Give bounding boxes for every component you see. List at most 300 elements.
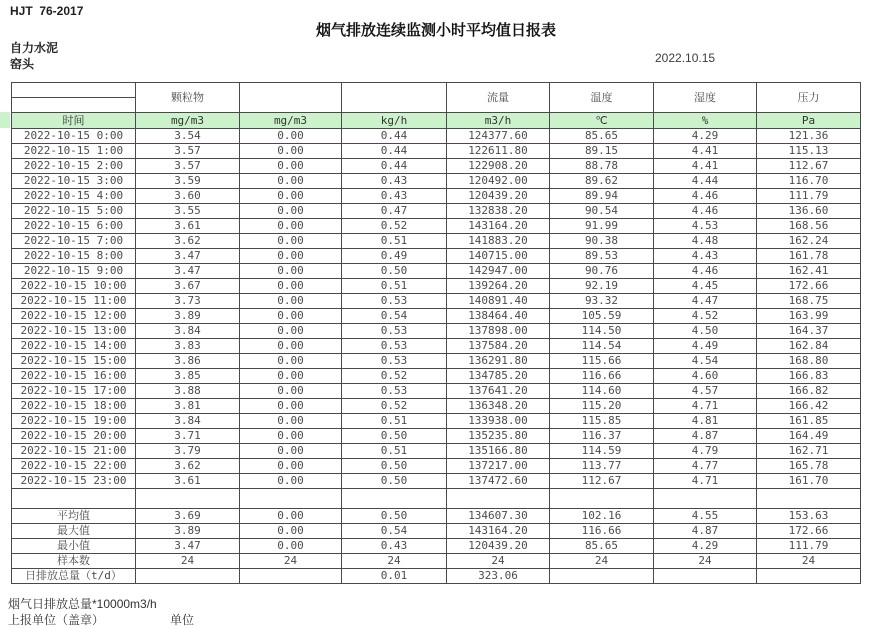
value-cell: 4.79 bbox=[654, 444, 757, 459]
summary-value-cell: 143164.20 bbox=[447, 524, 550, 539]
value-cell: 0.47 bbox=[342, 204, 447, 219]
value-cell: 137217.00 bbox=[447, 459, 550, 474]
value-cell: 105.59 bbox=[550, 309, 654, 324]
value-cell: 122611.80 bbox=[447, 144, 550, 159]
value-cell: 3.88 bbox=[136, 384, 240, 399]
value-cell: 141883.20 bbox=[447, 234, 550, 249]
unit-label: 单位 bbox=[170, 613, 195, 627]
page-title: 烟气排放连续监测小时平均值日报表 bbox=[315, 22, 556, 39]
value-cell: 89.62 bbox=[550, 174, 654, 189]
value-cell: 90.54 bbox=[550, 204, 654, 219]
station-name: 窑头 bbox=[10, 57, 35, 71]
time-cell: 2022-10-15 15:00 bbox=[12, 354, 136, 369]
value-cell: 0.53 bbox=[342, 324, 447, 339]
table-row bbox=[12, 159, 861, 174]
value-cell: 168.80 bbox=[757, 354, 861, 369]
table-row bbox=[12, 249, 861, 264]
value-cell: 89.15 bbox=[550, 144, 654, 159]
unit-mg-m3: mg/m3 bbox=[136, 113, 240, 129]
value-cell: 114.54 bbox=[550, 339, 654, 354]
value-cell: 137584.20 bbox=[447, 339, 550, 354]
value-cell: 4.77 bbox=[654, 459, 757, 474]
summary-row bbox=[12, 539, 861, 554]
value-cell: 0.00 bbox=[240, 189, 342, 204]
empty-cell bbox=[12, 489, 136, 509]
value-cell: 0.00 bbox=[240, 129, 342, 144]
value-cell: 136348.20 bbox=[447, 399, 550, 414]
value-cell: 0.50 bbox=[342, 474, 447, 489]
value-cell: 3.57 bbox=[136, 159, 240, 174]
table-row bbox=[12, 279, 861, 294]
value-cell: 3.83 bbox=[136, 339, 240, 354]
value-cell: 162.41 bbox=[757, 264, 861, 279]
empty-cell bbox=[757, 489, 861, 509]
summary-value-cell: 3.47 bbox=[136, 539, 240, 554]
empty-cell bbox=[447, 489, 550, 509]
value-cell: 3.57 bbox=[136, 144, 240, 159]
value-cell: 0.00 bbox=[240, 219, 342, 234]
summary-value-cell: 0.43 bbox=[342, 539, 447, 554]
value-cell: 3.86 bbox=[136, 354, 240, 369]
value-cell: 3.60 bbox=[136, 189, 240, 204]
value-cell: 111.79 bbox=[757, 189, 861, 204]
summary-row bbox=[12, 509, 861, 524]
value-cell: 164.49 bbox=[757, 429, 861, 444]
value-cell: 4.81 bbox=[654, 414, 757, 429]
value-cell: 90.76 bbox=[550, 264, 654, 279]
summary-value-cell: 323.06 bbox=[447, 569, 550, 584]
table-row bbox=[12, 369, 861, 384]
summary-row bbox=[12, 554, 861, 569]
empty-header-cell bbox=[342, 83, 447, 113]
value-cell: 116.37 bbox=[550, 429, 654, 444]
value-cell: 166.82 bbox=[757, 384, 861, 399]
unit-pa: Pa bbox=[757, 113, 861, 129]
empty-header-cell bbox=[240, 83, 342, 113]
value-cell: 137898.00 bbox=[447, 324, 550, 339]
summary-value-cell: 3.89 bbox=[136, 524, 240, 539]
group-header-row bbox=[12, 83, 861, 98]
value-cell: 3.62 bbox=[136, 459, 240, 474]
summary-label: 平均值 bbox=[12, 509, 136, 524]
value-cell: 0.50 bbox=[342, 264, 447, 279]
value-cell: 4.44 bbox=[654, 174, 757, 189]
value-cell: 0.00 bbox=[240, 144, 342, 159]
value-cell: 139264.20 bbox=[447, 279, 550, 294]
group-header-temperature: 温度 bbox=[550, 83, 654, 113]
time-cell: 2022-10-15 6:00 bbox=[12, 219, 136, 234]
reporting-unit-label: 上报单位（盖章） bbox=[8, 613, 105, 627]
value-cell: 4.48 bbox=[654, 234, 757, 249]
summary-value-cell bbox=[757, 569, 861, 584]
summary-value-cell: 0.00 bbox=[240, 509, 342, 524]
value-cell: 4.43 bbox=[654, 249, 757, 264]
value-cell: 164.37 bbox=[757, 324, 861, 339]
table-header bbox=[12, 83, 861, 129]
value-cell: 0.00 bbox=[240, 414, 342, 429]
value-cell: 0.00 bbox=[240, 279, 342, 294]
value-cell: 114.60 bbox=[550, 384, 654, 399]
unit-header-row bbox=[12, 113, 861, 129]
value-cell: 114.59 bbox=[550, 444, 654, 459]
summary-value-cell: 172.66 bbox=[757, 524, 861, 539]
value-cell: 140891.40 bbox=[447, 294, 550, 309]
spacer-row bbox=[12, 489, 861, 509]
summary-value-cell: 4.55 bbox=[654, 509, 757, 524]
summary-value-cell: 24 bbox=[240, 554, 342, 569]
value-cell: 0.53 bbox=[342, 354, 447, 369]
group-header-humidity: 湿度 bbox=[654, 83, 757, 113]
value-cell: 116.70 bbox=[757, 174, 861, 189]
table-row bbox=[12, 339, 861, 354]
value-cell: 3.89 bbox=[136, 309, 240, 324]
empty-cell bbox=[654, 489, 757, 509]
unit-celsius: ℃ bbox=[550, 113, 654, 129]
report-table bbox=[11, 82, 861, 584]
time-cell: 2022-10-15 23:00 bbox=[12, 474, 136, 489]
value-cell: 4.41 bbox=[654, 144, 757, 159]
value-cell: 140715.00 bbox=[447, 249, 550, 264]
value-cell: 136291.80 bbox=[447, 354, 550, 369]
value-cell: 134785.20 bbox=[447, 369, 550, 384]
value-cell: 115.13 bbox=[757, 144, 861, 159]
value-cell: 162.84 bbox=[757, 339, 861, 354]
summary-value-cell: 0.00 bbox=[240, 539, 342, 554]
value-cell: 3.84 bbox=[136, 414, 240, 429]
value-cell: 3.85 bbox=[136, 369, 240, 384]
data-rows-body bbox=[12, 129, 861, 489]
summary-value-cell: 120439.20 bbox=[447, 539, 550, 554]
value-cell: 114.50 bbox=[550, 324, 654, 339]
value-cell: 3.54 bbox=[136, 129, 240, 144]
value-cell: 93.32 bbox=[550, 294, 654, 309]
value-cell: 166.83 bbox=[757, 369, 861, 384]
value-cell: 4.46 bbox=[654, 264, 757, 279]
time-cell: 2022-10-15 3:00 bbox=[12, 174, 136, 189]
value-cell: 0.00 bbox=[240, 474, 342, 489]
unit-m3-h: m3/h bbox=[447, 113, 550, 129]
value-cell: 89.53 bbox=[550, 249, 654, 264]
group-header-particulate: 颗粒物 bbox=[136, 83, 240, 113]
summary-value-cell: 24 bbox=[550, 554, 654, 569]
value-cell: 116.66 bbox=[550, 369, 654, 384]
empty-cell bbox=[240, 489, 342, 509]
value-cell: 3.81 bbox=[136, 399, 240, 414]
value-cell: 115.20 bbox=[550, 399, 654, 414]
value-cell: 4.47 bbox=[654, 294, 757, 309]
value-cell: 0.44 bbox=[342, 159, 447, 174]
table-row bbox=[12, 204, 861, 219]
value-cell: 0.00 bbox=[240, 429, 342, 444]
value-cell: 0.00 bbox=[240, 399, 342, 414]
value-cell: 132838.20 bbox=[447, 204, 550, 219]
value-cell: 163.99 bbox=[757, 309, 861, 324]
value-cell: 115.66 bbox=[550, 354, 654, 369]
value-cell: 143164.20 bbox=[447, 219, 550, 234]
time-cell: 2022-10-15 2:00 bbox=[12, 159, 136, 174]
summary-value-cell bbox=[136, 569, 240, 584]
summary-value-cell: 0.50 bbox=[342, 509, 447, 524]
value-cell: 0.00 bbox=[240, 159, 342, 174]
unit-kg-h: kg/h bbox=[342, 113, 447, 129]
value-cell: 121.36 bbox=[757, 129, 861, 144]
value-cell: 0.00 bbox=[240, 369, 342, 384]
summary-value-cell: 4.29 bbox=[654, 539, 757, 554]
time-cell: 2022-10-15 20:00 bbox=[12, 429, 136, 444]
value-cell: 91.99 bbox=[550, 219, 654, 234]
value-cell: 112.67 bbox=[550, 474, 654, 489]
doc-code: HJT 76-2017 bbox=[10, 4, 84, 18]
value-cell: 112.67 bbox=[757, 159, 861, 174]
value-cell: 4.71 bbox=[654, 399, 757, 414]
company-name: 自力水泥 bbox=[10, 41, 59, 55]
value-cell: 0.00 bbox=[240, 324, 342, 339]
value-cell: 136.60 bbox=[757, 204, 861, 219]
value-cell: 4.29 bbox=[654, 129, 757, 144]
time-cell: 2022-10-15 11:00 bbox=[12, 294, 136, 309]
summary-value-cell: 102.16 bbox=[550, 509, 654, 524]
value-cell: 137472.60 bbox=[447, 474, 550, 489]
time-cell: 2022-10-15 7:00 bbox=[12, 234, 136, 249]
time-cell: 2022-10-15 0:00 bbox=[12, 129, 136, 144]
time-cell: 2022-10-15 1:00 bbox=[12, 144, 136, 159]
footnote-total-emission: 烟气日排放总量*10000m3/h bbox=[8, 597, 157, 611]
time-cell: 2022-10-15 21:00 bbox=[12, 444, 136, 459]
value-cell: 3.79 bbox=[136, 444, 240, 459]
value-cell: 0.00 bbox=[240, 354, 342, 369]
value-cell: 135166.80 bbox=[447, 444, 550, 459]
summary-value-cell: 0.54 bbox=[342, 524, 447, 539]
summary-label: 日排放总量（t/d） bbox=[12, 569, 136, 584]
summary-label: 最大值 bbox=[12, 524, 136, 539]
value-cell: 0.00 bbox=[240, 264, 342, 279]
value-cell: 162.24 bbox=[757, 234, 861, 249]
value-cell: 161.70 bbox=[757, 474, 861, 489]
value-cell: 135235.80 bbox=[447, 429, 550, 444]
value-cell: 4.41 bbox=[654, 159, 757, 174]
value-cell: 0.00 bbox=[240, 384, 342, 399]
table-row bbox=[12, 354, 861, 369]
table-row bbox=[12, 324, 861, 339]
table-row bbox=[12, 474, 861, 489]
value-cell: 0.00 bbox=[240, 309, 342, 324]
summary-value-cell bbox=[550, 569, 654, 584]
value-cell: 0.00 bbox=[240, 234, 342, 249]
summary-row bbox=[12, 524, 861, 539]
table-row bbox=[12, 219, 861, 234]
value-cell: 4.54 bbox=[654, 354, 757, 369]
value-cell: 3.61 bbox=[136, 219, 240, 234]
value-cell: 3.71 bbox=[136, 429, 240, 444]
summary-body bbox=[12, 509, 861, 584]
table-row bbox=[12, 384, 861, 399]
value-cell: 168.56 bbox=[757, 219, 861, 234]
value-cell: 162.71 bbox=[757, 444, 861, 459]
value-cell: 4.57 bbox=[654, 384, 757, 399]
value-cell: 161.85 bbox=[757, 414, 861, 429]
value-cell: 3.61 bbox=[136, 474, 240, 489]
empty-header-cell bbox=[12, 98, 136, 113]
value-cell: 0.43 bbox=[342, 174, 447, 189]
time-cell: 2022-10-15 19:00 bbox=[12, 414, 136, 429]
value-cell: 4.46 bbox=[654, 204, 757, 219]
value-cell: 90.38 bbox=[550, 234, 654, 249]
value-cell: 161.78 bbox=[757, 249, 861, 264]
value-cell: 3.47 bbox=[136, 264, 240, 279]
value-cell: 88.78 bbox=[550, 159, 654, 174]
spacer-body bbox=[12, 489, 861, 509]
value-cell: 0.00 bbox=[240, 459, 342, 474]
green-row-left-bleed bbox=[0, 112, 10, 128]
value-cell: 0.00 bbox=[240, 444, 342, 459]
summary-value-cell: 134607.30 bbox=[447, 509, 550, 524]
value-cell: 0.52 bbox=[342, 219, 447, 234]
value-cell: 3.47 bbox=[136, 249, 240, 264]
report-date: 2022.10.15 bbox=[655, 51, 716, 65]
column-header-time: 时间 bbox=[12, 113, 136, 129]
summary-value-cell: 24 bbox=[757, 554, 861, 569]
time-cell: 2022-10-15 10:00 bbox=[12, 279, 136, 294]
value-cell: 120492.00 bbox=[447, 174, 550, 189]
group-header-flow: 流量 bbox=[447, 83, 550, 113]
value-cell: 0.50 bbox=[342, 459, 447, 474]
summary-value-cell: 24 bbox=[447, 554, 550, 569]
value-cell: 4.60 bbox=[654, 369, 757, 384]
time-cell: 2022-10-15 4:00 bbox=[12, 189, 136, 204]
value-cell: 4.45 bbox=[654, 279, 757, 294]
value-cell: 0.53 bbox=[342, 294, 447, 309]
time-cell: 2022-10-15 18:00 bbox=[12, 399, 136, 414]
value-cell: 142947.00 bbox=[447, 264, 550, 279]
table-row bbox=[12, 144, 861, 159]
value-cell: 4.50 bbox=[654, 324, 757, 339]
empty-header-cell bbox=[12, 83, 136, 98]
value-cell: 0.51 bbox=[342, 279, 447, 294]
time-cell: 2022-10-15 9:00 bbox=[12, 264, 136, 279]
value-cell: 0.53 bbox=[342, 384, 447, 399]
value-cell: 0.54 bbox=[342, 309, 447, 324]
value-cell: 168.75 bbox=[757, 294, 861, 309]
value-cell: 0.43 bbox=[342, 189, 447, 204]
value-cell: 115.85 bbox=[550, 414, 654, 429]
value-cell: 85.65 bbox=[550, 129, 654, 144]
value-cell: 89.94 bbox=[550, 189, 654, 204]
value-cell: 4.52 bbox=[654, 309, 757, 324]
summary-value-cell: 0.00 bbox=[240, 524, 342, 539]
value-cell: 0.00 bbox=[240, 249, 342, 264]
value-cell: 120439.20 bbox=[447, 189, 550, 204]
table-row bbox=[12, 309, 861, 324]
summary-value-cell: 153.63 bbox=[757, 509, 861, 524]
table-row bbox=[12, 294, 861, 309]
value-cell: 4.71 bbox=[654, 474, 757, 489]
value-cell: 124377.60 bbox=[447, 129, 550, 144]
value-cell: 0.00 bbox=[240, 174, 342, 189]
value-cell: 166.42 bbox=[757, 399, 861, 414]
value-cell: 4.49 bbox=[654, 339, 757, 354]
value-cell: 0.53 bbox=[342, 339, 447, 354]
value-cell: 0.51 bbox=[342, 444, 447, 459]
time-cell: 2022-10-15 13:00 bbox=[12, 324, 136, 339]
value-cell: 172.66 bbox=[757, 279, 861, 294]
unit-mg-m3: mg/m3 bbox=[240, 113, 342, 129]
table-row bbox=[12, 189, 861, 204]
time-cell: 2022-10-15 8:00 bbox=[12, 249, 136, 264]
value-cell: 3.55 bbox=[136, 204, 240, 219]
value-cell: 0.44 bbox=[342, 129, 447, 144]
value-cell: 122908.20 bbox=[447, 159, 550, 174]
value-cell: 138464.40 bbox=[447, 309, 550, 324]
unit-percent: % bbox=[654, 113, 757, 129]
time-cell: 2022-10-15 12:00 bbox=[12, 309, 136, 324]
value-cell: 4.87 bbox=[654, 429, 757, 444]
value-cell: 0.49 bbox=[342, 249, 447, 264]
value-cell: 0.44 bbox=[342, 144, 447, 159]
time-cell: 2022-10-15 5:00 bbox=[12, 204, 136, 219]
value-cell: 4.46 bbox=[654, 189, 757, 204]
value-cell: 165.78 bbox=[757, 459, 861, 474]
value-cell: 4.53 bbox=[654, 219, 757, 234]
empty-cell bbox=[136, 489, 240, 509]
table-row bbox=[12, 129, 861, 144]
time-cell: 2022-10-15 17:00 bbox=[12, 384, 136, 399]
table-row bbox=[12, 264, 861, 279]
value-cell: 3.84 bbox=[136, 324, 240, 339]
table-row bbox=[12, 399, 861, 414]
empty-cell bbox=[342, 489, 447, 509]
summary-value-cell: 4.87 bbox=[654, 524, 757, 539]
value-cell: 0.51 bbox=[342, 414, 447, 429]
value-cell: 92.19 bbox=[550, 279, 654, 294]
value-cell: 0.52 bbox=[342, 369, 447, 384]
table-row bbox=[12, 429, 861, 444]
value-cell: 0.52 bbox=[342, 399, 447, 414]
empty-cell bbox=[550, 489, 654, 509]
value-cell: 0.00 bbox=[240, 294, 342, 309]
value-cell: 0.00 bbox=[240, 339, 342, 354]
value-cell: 137641.20 bbox=[447, 384, 550, 399]
table-row bbox=[12, 174, 861, 189]
summary-value-cell: 0.01 bbox=[342, 569, 447, 584]
value-cell: 113.77 bbox=[550, 459, 654, 474]
summary-value-cell: 24 bbox=[342, 554, 447, 569]
summary-value-cell: 111.79 bbox=[757, 539, 861, 554]
table-row bbox=[12, 444, 861, 459]
summary-value-cell bbox=[654, 569, 757, 584]
summary-value-cell: 85.65 bbox=[550, 539, 654, 554]
group-header-pressure: 压力 bbox=[757, 83, 861, 113]
summary-label: 最小值 bbox=[12, 539, 136, 554]
table-row bbox=[12, 414, 861, 429]
summary-value-cell: 24 bbox=[136, 554, 240, 569]
table-row bbox=[12, 234, 861, 249]
summary-row bbox=[12, 569, 861, 584]
value-cell: 3.67 bbox=[136, 279, 240, 294]
value-cell: 0.51 bbox=[342, 234, 447, 249]
value-cell: 3.73 bbox=[136, 294, 240, 309]
table-row bbox=[12, 459, 861, 474]
time-cell: 2022-10-15 22:00 bbox=[12, 459, 136, 474]
summary-value-cell: 24 bbox=[654, 554, 757, 569]
summary-value-cell: 3.69 bbox=[136, 509, 240, 524]
time-cell: 2022-10-15 16:00 bbox=[12, 369, 136, 384]
summary-value-cell bbox=[240, 569, 342, 584]
value-cell: 3.59 bbox=[136, 174, 240, 189]
summary-value-cell: 116.66 bbox=[550, 524, 654, 539]
summary-label: 样本数 bbox=[12, 554, 136, 569]
value-cell: 3.62 bbox=[136, 234, 240, 249]
time-cell: 2022-10-15 14:00 bbox=[12, 339, 136, 354]
